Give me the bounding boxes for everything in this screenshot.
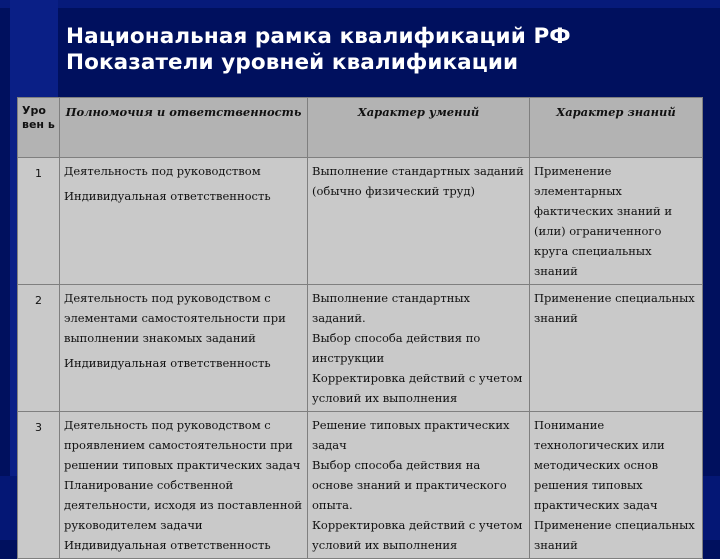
page-title: [66, 24, 571, 76]
title-line-1: Национальная рамка квалификаций РФ: [66, 24, 571, 49]
background-stripe-top: [0, 0, 720, 8]
header-skills: Характер умений: [308, 98, 530, 158]
skills-cell: [308, 412, 530, 559]
level-cell: 2: [18, 285, 60, 412]
header-level: Уро вен ь: [18, 98, 60, 158]
skills-text: Выполнение стандартных заданий (обычно физический труд): [312, 164, 524, 198]
authority-text: Деятельность под руководством: [64, 164, 261, 178]
qualification-levels-table: [17, 97, 703, 559]
skills-text: Выполнение стандартных заданий.: [312, 291, 471, 325]
knowledge-text: Применение специальных знаний: [534, 291, 695, 325]
table-row: [18, 285, 703, 412]
skills-text: Решение типовых практических задач: [312, 418, 510, 452]
level-cell: 1: [18, 158, 60, 285]
table-header-row: [18, 98, 703, 158]
authority-text: Планирование собственной деятельности, исходя из поставленной руководителем задачи: [64, 478, 303, 532]
skills-text: Корректировка действий с учетом условий их выполнения: [312, 518, 523, 552]
authority-text: Деятельность под руководством с проявлением самостоятельности при решении типовых практических задач: [64, 418, 301, 472]
skills-text: Выбор способа действия на основе знаний и практического опыта.: [312, 458, 507, 512]
table-row: [18, 412, 703, 559]
knowledge-cell: [530, 285, 703, 412]
skills-cell: [308, 285, 530, 412]
skills-text: Выбор способа действия по инструкции: [312, 331, 481, 365]
header-knowledge: Характер знаний: [530, 98, 703, 158]
header-authority: Полномочия и ответственность: [60, 98, 308, 158]
authority-text: Деятельность под руководством с элементами самостоятельности при выполнении знакомых заданий: [64, 291, 286, 345]
authority-text: Индивидуальная ответственность: [64, 538, 271, 552]
knowledge-text: Применение элементарных фактических знаний и (или) ограниченного круга специальных знаний: [534, 164, 673, 278]
authority-cell: [60, 412, 308, 559]
authority-cell: [60, 285, 308, 412]
level-cell: 3: [18, 412, 60, 559]
title-line-2: Показатели уровней квалификации: [66, 50, 519, 75]
skills-cell: [308, 158, 530, 285]
knowledge-cell: [530, 158, 703, 285]
knowledge-text: Применение специальных знаний: [534, 518, 695, 552]
knowledge-cell: [530, 412, 703, 559]
table-row: [18, 158, 703, 285]
knowledge-text: Понимание технологических или методических основ решения типовых практических задач: [534, 418, 665, 512]
authority-text: Индивидуальная ответственность: [64, 356, 271, 370]
skills-text: Корректировка действий с учетом условий их выполнения: [312, 371, 523, 405]
authority-cell: [60, 158, 308, 285]
authority-text: Индивидуальная ответственность: [64, 189, 271, 203]
